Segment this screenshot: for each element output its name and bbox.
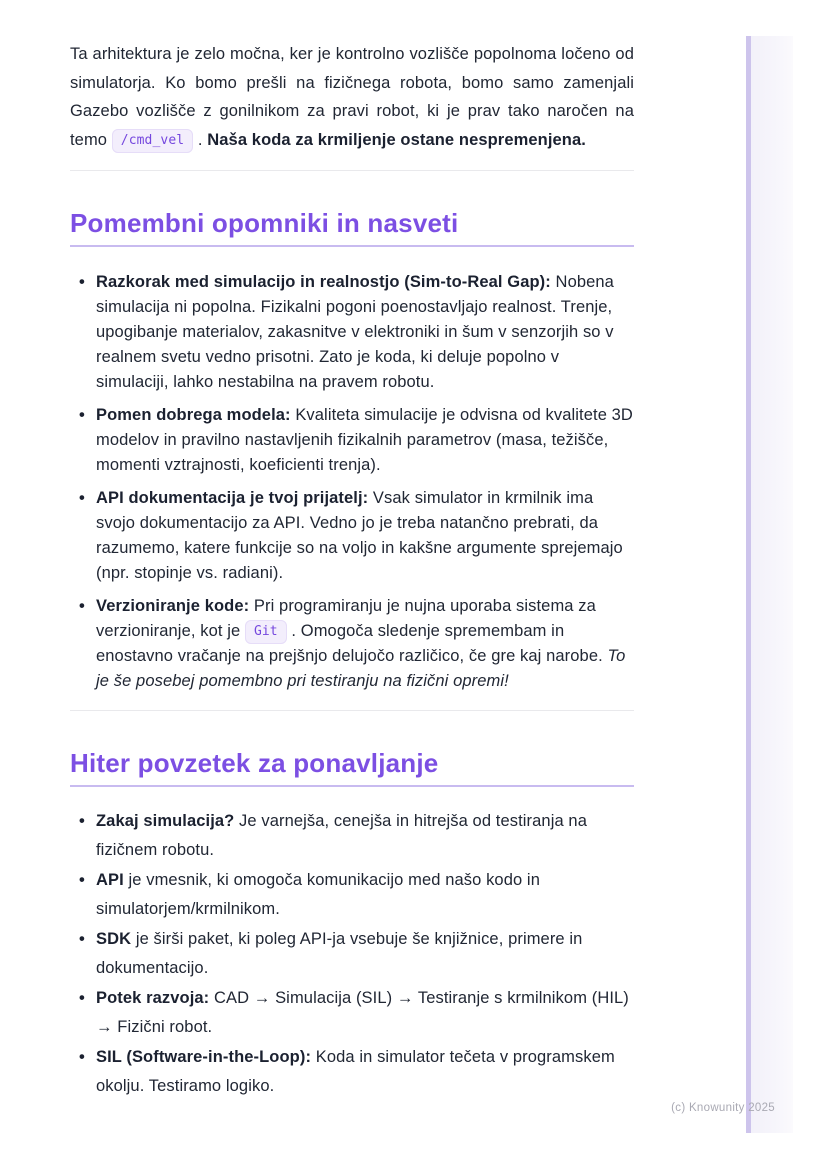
list-item <box>70 807 634 864</box>
list-item <box>70 403 634 478</box>
text-segment: API <box>96 871 124 889</box>
text-segment: Razkorak med simulacijo in realnostjo (Sim-to-Real Gap): <box>96 273 551 291</box>
text-segment: Naša koda za krmiljenje ostane nespremenjena. <box>207 130 586 149</box>
section-divider <box>70 710 634 711</box>
text-segment: API dokumentacija je tvoj prijatelj: <box>96 489 369 507</box>
text-segment: Verzioniranje kode: <box>96 597 250 615</box>
text-segment: Koda in simulator tečeta v programskem okolju. Testiramo logiko. <box>96 1048 615 1095</box>
text-segment: Nobena simulacija ni popolna. Fizikalni pogoni poenostavljajo realnost. Trenje, upogibanje materialov, zakasnitve v elektroniki in šum v senzorjih so v realnem svetu vedno prisotni. Zato je koda, ki deluje popolno v simulaciji, lahko nestabilna na pravem robotu. <box>96 273 614 391</box>
note-content <box>70 40 634 1102</box>
summary-list <box>70 807 634 1100</box>
section-notes <box>70 207 634 694</box>
intro-paragraph <box>70 40 634 154</box>
text-segment: je vmesnik, ki omogoča komunikacijo med našo kodo in simulatorjem/krmilnikom. <box>96 871 540 918</box>
text-segment: . <box>193 130 208 149</box>
text-segment: Pri programiranju je nujna uporaba sistema za verzioniranje, kot je <box>96 597 596 640</box>
section-summary <box>70 747 634 1100</box>
list-item <box>70 866 634 923</box>
list-item <box>70 925 634 982</box>
list-item <box>70 486 634 586</box>
text-segment: Pomen dobrega modela: <box>96 406 291 424</box>
text-segment: SDK <box>96 930 132 948</box>
list-item <box>70 270 634 395</box>
section-title-notes: Pomembni opomniki in nasveti <box>70 207 634 247</box>
section-divider <box>70 170 634 171</box>
text-segment: Je varnejša, cenejša in hitrejša od testiranja na fizičnem robotu. <box>96 812 587 859</box>
notes-list <box>70 270 634 694</box>
text-segment: To je še posebej pomembno pri testiranju na fizični opremi! <box>96 647 626 690</box>
text-segment: . Omogoča sledenje spremembam in enostavno vračanje na prejšnjo delujočo različico, če gre kaj narobe. <box>96 622 608 665</box>
copyright-footer: (c) Knowunity 2025 <box>671 1102 775 1114</box>
text-segment: CAD → Simulacija (SIL) → Testiranje s krmilnikom (HIL) → Fizični robot. <box>96 989 629 1036</box>
text-segment: Potek razvoja: <box>96 989 210 1007</box>
list-item <box>70 984 634 1041</box>
text-segment: Kvaliteta simulacije je odvisna od kvalitete 3D modelov in pravilno nastavljenih fizikalnih parametrov (masa, težišče, momenti vztrajnosti, koeficienti trenja). <box>96 406 633 474</box>
inline-code: /cmd_vel <box>112 129 193 153</box>
list-item <box>70 1043 634 1100</box>
text-segment: je širši paket, ki poleg API-ja vsebuje še knjižnice, primere in dokumentacijo. <box>96 930 583 977</box>
text-segment: Vsak simulator in krmilnik ima svojo dokumentacijo za API. Vedno jo je treba natančno prebrati, da razumemo, katere funkcije so na voljo in kakšne argumente sprejemajo (npr. stopinje vs. radiani). <box>96 489 623 582</box>
text-segment: Ta arhitektura je zelo močna, ker je kontrolno vozlišče popolnoma ločeno od simulatorja. Ko bomo prešli na fizičnega robota, bomo samo zamenjali Gazebo vozlišče z gonilnikom za pravi robot, ki je prav tako naročen na temo <box>70 45 634 149</box>
section-title-summary: Hiter povzetek za ponavljanje <box>70 747 634 787</box>
list-item <box>70 594 634 694</box>
page-edge-fill <box>751 36 793 1133</box>
inline-code: Git <box>245 620 287 644</box>
text-segment: Zakaj simulacija? <box>96 812 235 830</box>
page-edge-line <box>746 36 751 1133</box>
text-segment: SIL (Software-in-the-Loop): <box>96 1048 312 1066</box>
